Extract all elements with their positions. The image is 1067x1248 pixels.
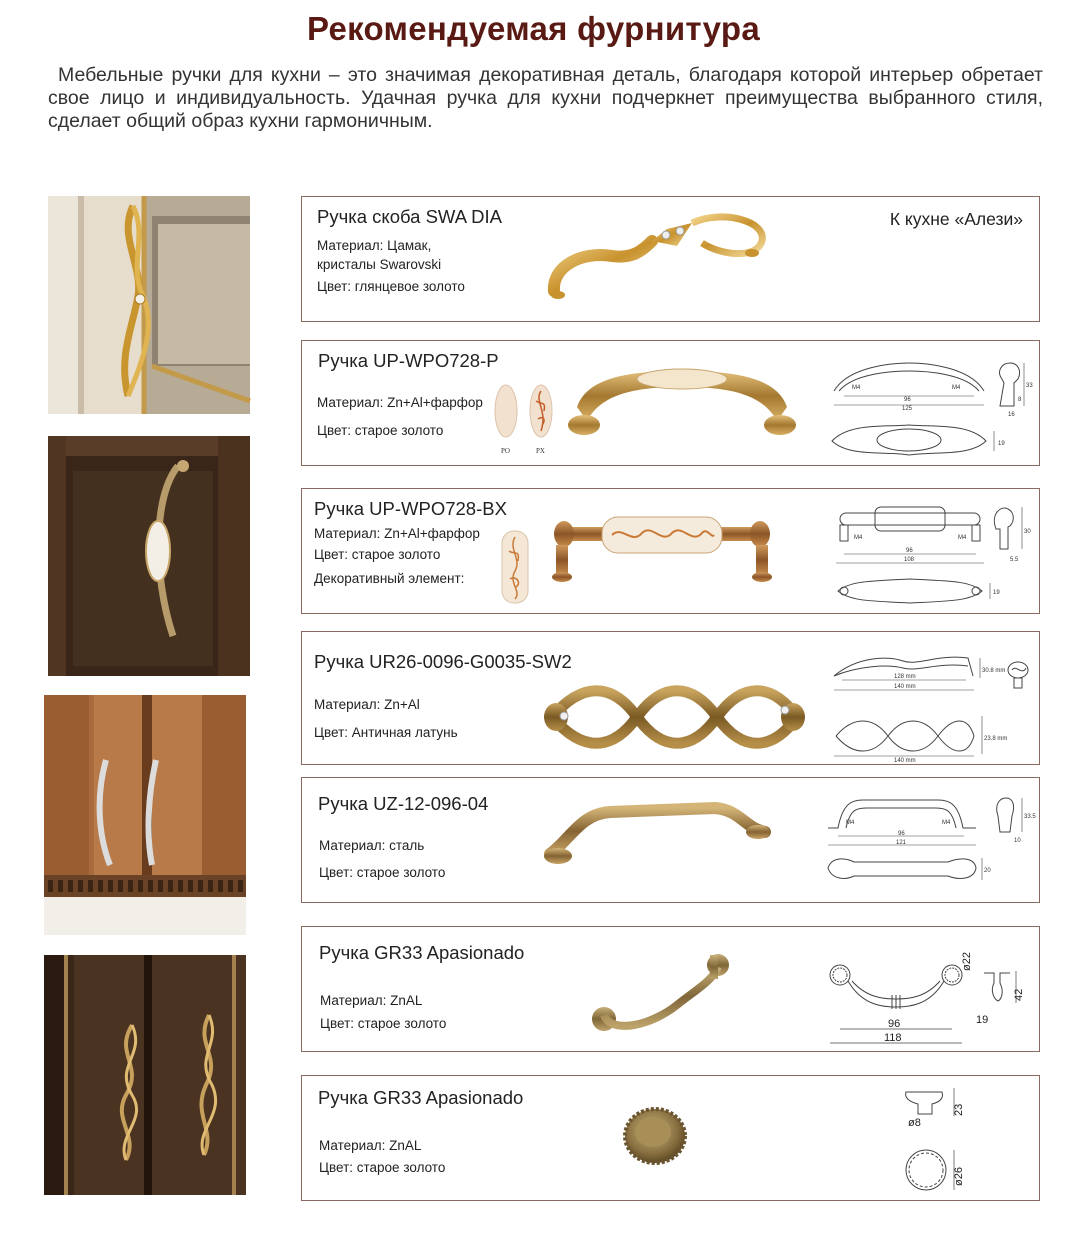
product-material: Материал: Цамак,: [317, 238, 432, 253]
dim-96: 96: [904, 397, 911, 403]
product-color: Цвет: старое золото: [319, 865, 446, 880]
product-title: Ручка GR33 Apasionado: [319, 942, 525, 963]
dim-128: 128 mm: [894, 674, 916, 680]
dim-m4-right: M4: [942, 820, 951, 826]
dim-19: 19: [993, 590, 1000, 596]
product-material: Материал: Zn+Al+фарфор: [317, 395, 483, 410]
dim-5-5: 5.5: [1010, 557, 1019, 563]
dim-19: 19: [976, 1014, 989, 1026]
product-title: Ручка UP-WPO728-BX: [314, 498, 507, 519]
kitchen-label: К кухне «Алези»: [889, 209, 1023, 229]
dim-96: 96: [888, 1018, 901, 1030]
photo-silver-handles-cabinet: [44, 695, 246, 935]
product-title: Ручка UP-WPO728-P: [318, 350, 499, 371]
page-title: Рекомендуемая фурнитура: [306, 10, 761, 47]
dim-30: 30: [1024, 529, 1031, 535]
handle-image: [542, 682, 807, 752]
dim-125: 125: [902, 406, 913, 412]
dim-108: 108: [904, 557, 915, 563]
product-card-uz-12: [301, 777, 1040, 903]
product-color: Цвет: старое золото: [314, 547, 441, 562]
technical-drawing: [828, 646, 1038, 762]
dim-23-8: 23.8 mm: [984, 736, 1008, 742]
product-material: Материал: Zn+Al: [314, 697, 420, 712]
dim-121: 121: [896, 840, 907, 846]
product-card-gr33-knob: [301, 1075, 1040, 1201]
product-title: Ручка GR33 Apasionado: [318, 1087, 524, 1108]
dim-33-5: 33.5: [1024, 814, 1036, 820]
dim-dia-8: ø8: [908, 1117, 921, 1129]
photo-twisted-handles-cabinet: [44, 955, 246, 1195]
product-color: Цвет: старое золото: [320, 1016, 447, 1031]
dim-96: 96: [898, 831, 905, 837]
product-material-line2: кристалы Swarovski: [317, 257, 442, 272]
dim-m4-left: M4: [846, 820, 855, 826]
dim-30-8: 30.8 mm: [982, 668, 1006, 674]
insert-label-px: PX: [536, 447, 545, 455]
handle-image: [542, 505, 782, 595]
technical-drawing: [830, 499, 1035, 609]
dim-19: 19: [998, 441, 1005, 447]
dim-16: 16: [1008, 412, 1015, 418]
dim-m4-right: M4: [958, 535, 967, 541]
decor-insert-sample: [500, 529, 530, 605]
technical-drawing: [892, 1082, 982, 1196]
dim-23: 23: [953, 1103, 965, 1116]
intro-paragraph: Мебельные ручки для кухни – это значимая декоративная деталь, благодаря которой интерьер обретает свое лицо и индивидуальность. Удачная ручка для кухни подчеркнет преимущества выбранного стиля, сделает общий образ кухни гармоничным.: [48, 64, 1043, 132]
dim-140-bottom: 140 mm: [894, 758, 916, 764]
product-material: Материал: ZnAL: [320, 993, 423, 1008]
dim-96: 96: [906, 548, 913, 554]
knob-image: [620, 1106, 690, 1168]
technical-drawing: [822, 935, 1034, 1049]
handle-image: [567, 363, 797, 447]
dim-118: 118: [884, 1032, 902, 1044]
handle-image: [582, 945, 742, 1041]
product-color: Цвет: старое золото: [317, 423, 444, 438]
product-title: Ручка UZ-12-096-04: [318, 793, 489, 814]
dim-m4-left: M4: [854, 535, 863, 541]
product-title: Ручка UR26-0096-G0035-SW2: [314, 651, 572, 672]
dim-dia-26: ø26: [953, 1167, 965, 1186]
technical-drawing: [824, 351, 1034, 461]
dim-42: 42: [1013, 988, 1025, 1001]
product-material: Материал: ZnAL: [319, 1138, 422, 1153]
dim-dia-22: ø22: [961, 952, 973, 971]
product-card-gr33-drop: [301, 926, 1040, 1052]
product-decor-element: Декоративный элемент:: [314, 571, 465, 586]
product-material: Материал: Zn+Al+фарфор: [314, 526, 480, 541]
technical-drawing: [818, 788, 1036, 898]
product-card-up-wpo728-p: [301, 340, 1040, 466]
product-color: Цвет: старое золото: [319, 1160, 446, 1175]
photo-porcelain-handle-cabinet: [48, 436, 250, 676]
handle-image: [540, 800, 772, 870]
product-title: Ручка скоба SWA DIA: [317, 206, 503, 227]
product-card-up-wpo728-bx: [301, 488, 1040, 614]
product-card-ur26: [301, 631, 1040, 765]
product-color: Цвет: Античная латунь: [314, 725, 458, 740]
product-material: Материал: сталь: [319, 838, 425, 853]
dim-33: 33: [1026, 383, 1033, 389]
dim-8: 8: [1018, 397, 1022, 403]
product-card-swa-dia: [301, 196, 1040, 322]
product-color: Цвет: глянцевое золото: [317, 279, 465, 294]
dim-m4-right: M4: [952, 385, 961, 391]
dim-10: 10: [1014, 838, 1021, 844]
porcelain-insert-samples: [492, 383, 557, 457]
dim-m4-left: M4: [852, 385, 861, 391]
photo-gold-handle-cabinet: [48, 196, 250, 414]
insert-label-po: PO: [501, 447, 510, 455]
dim-140: 140 mm: [894, 684, 916, 690]
dim-20: 20: [984, 868, 991, 874]
handle-image: [542, 211, 772, 307]
